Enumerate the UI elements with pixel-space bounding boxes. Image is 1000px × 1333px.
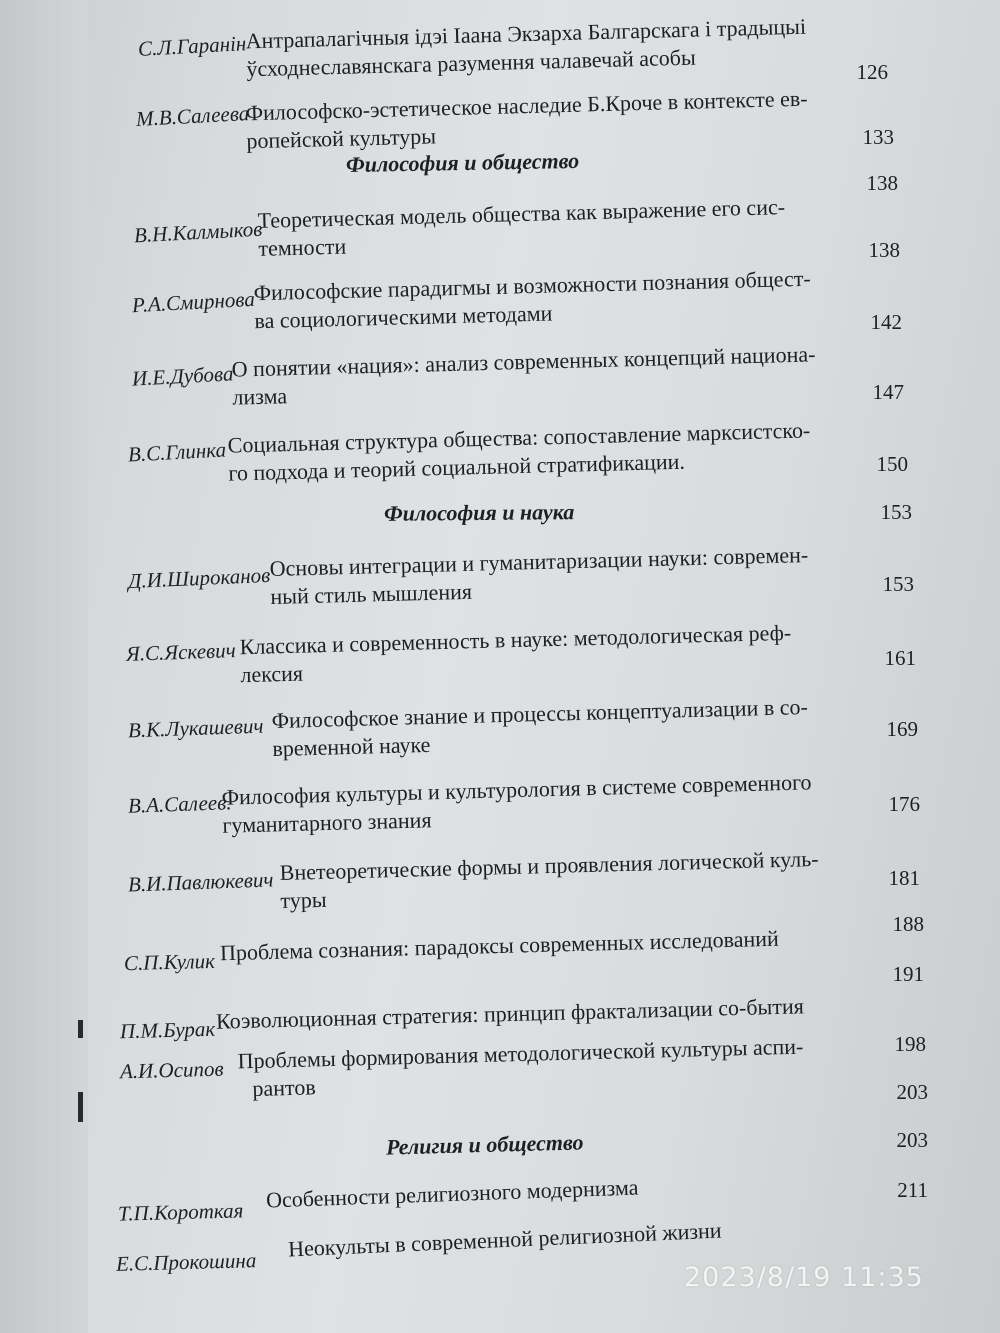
toc-title-line: Особенности религиозного модернизма — [265, 1174, 639, 1213]
toc-page-number: 181 — [888, 866, 920, 890]
toc-title-line: лизма — [232, 383, 288, 410]
toc-title-line: ва социологическими методами — [254, 300, 553, 334]
toc-page-number: 203 — [896, 1080, 928, 1104]
toc-page-number: 138 — [866, 171, 898, 195]
toc-page-number: 153 — [882, 572, 914, 596]
toc-page-number: 142 — [870, 310, 902, 334]
toc-title — [245, 85, 808, 156]
toc-title-line: Неокульты в современной религиозной жизни — [287, 1217, 723, 1262]
margin-mark — [78, 1092, 83, 1122]
toc-title — [253, 265, 811, 336]
toc-title — [245, 13, 807, 84]
toc-title-line: Философские парадигмы и возможности познания общест- — [253, 265, 812, 306]
toc-title-line: ропейской культуры — [246, 123, 437, 154]
toc-title — [220, 925, 779, 968]
toc-page-number: 161 — [884, 646, 916, 670]
toc-author: Р.А.Смирнова — [131, 286, 256, 318]
toc-page-number: 198 — [894, 1032, 926, 1056]
toc-section-heading: Философия и общество — [345, 147, 580, 178]
toc-page-number: 203 — [896, 1128, 928, 1152]
toc-title-line: рантов — [252, 1074, 317, 1102]
toc-author: Д.И.Широканов — [127, 562, 271, 594]
toc-title-line: Внетеоретические формы и проявления логической куль- — [279, 845, 819, 886]
toc-title-line: Коэволюционная стратегия: принцип фрактализации со-бытия — [215, 993, 805, 1034]
toc-title-line: ный стиль мышления — [270, 578, 473, 610]
toc-page-number: 191 — [892, 962, 924, 986]
margin-mark — [78, 1020, 83, 1038]
toc-author: Я.С.Яскевич — [125, 638, 237, 666]
toc-title-line: временной науке — [272, 731, 431, 762]
toc-title — [266, 1174, 639, 1215]
toc-title-line: Философское знание и процессы концептуализации в со- — [271, 693, 809, 734]
toc-title-line: Теоретическая модель общества как выражение его сис- — [257, 194, 786, 233]
toc-author: Е.С.Прокошина — [115, 1248, 257, 1276]
toc-section-heading: Религия и общество — [385, 1129, 584, 1160]
toc-author: С.Л.Гаранін — [137, 31, 247, 61]
toc-title — [231, 340, 816, 411]
toc-title — [239, 619, 792, 689]
toc-title — [216, 992, 804, 1035]
toc-author: И.Е.Дубова — [131, 361, 234, 391]
toc-author: П.М.Бурак — [119, 1016, 216, 1044]
toc-author: В.С.Глинка — [127, 437, 227, 467]
toc-title-line: го подхода и теорий социальной стратификации. — [228, 448, 686, 486]
toc-author: В.К.Лукашевич — [127, 713, 264, 743]
toc-page-number: 188 — [892, 912, 924, 936]
toc-author: В.И.Павлюкевич — [127, 867, 274, 897]
toc-author: А.И.Осипов — [119, 1056, 224, 1084]
toc-title-line: Проблемы формирования методологической культуры аспи- — [237, 1033, 804, 1074]
toc-author: С.П.Кулик — [123, 948, 216, 976]
toc-title — [288, 1217, 723, 1264]
toc-title — [221, 768, 812, 839]
toc-page-number: 126 — [856, 60, 888, 84]
toc-title — [269, 541, 809, 611]
toc-page-number: 169 — [886, 717, 918, 741]
toc-page-number: 150 — [876, 452, 908, 476]
toc-title-line: Проблема сознания: парадоксы современных исследований — [219, 925, 780, 966]
toc-page-number: 147 — [872, 380, 904, 404]
toc-title-line: лексия — [240, 660, 304, 688]
toc-title-line: Классика и современность в науке: методологическая реф- — [239, 619, 792, 660]
toc-title — [257, 193, 786, 263]
toc-title-line: Социальная структура общества: сопоставление марксистско- — [227, 417, 811, 458]
toc-title-line: гуманитарного знания — [222, 807, 432, 838]
photo-timestamp: 2023/8/19 11:35 — [684, 1262, 924, 1293]
toc-page-number: 176 — [888, 792, 920, 816]
toc-title-line: темности — [258, 233, 347, 261]
toc-title-line: Антрапалагічныя ідэі Іаана Экзарха Балгарскага і традыцыі — [245, 13, 807, 54]
toc-author: В.Н.Калмыков — [133, 216, 263, 248]
toc-title-line: Основы интеграции и гуманитаризации науки: современ- — [269, 541, 809, 582]
toc-title-line: О понятии «нация»: анализ современных концепций национа- — [231, 341, 816, 382]
toc-title-line: Философия культуры и культурология в системе современного — [221, 769, 812, 810]
toc-author: Т.П.Короткая — [117, 1198, 244, 1226]
toc-title-line: ўсходнеславянскага разумення чалавечай асобы — [246, 44, 696, 82]
toc-page-number: 138 — [868, 238, 900, 262]
toc-title-line: туры — [280, 886, 327, 914]
page-edge — [0, 0, 88, 1333]
toc-title — [279, 845, 819, 915]
toc-title — [271, 693, 809, 763]
toc-page-number: 211 — [897, 1178, 928, 1202]
toc-title — [237, 1033, 804, 1104]
toc-section-heading: Философия и наука — [383, 499, 575, 526]
toc-page-number: 133 — [862, 125, 894, 149]
toc-title-line: Философско-эстетическое наследие Б.Кроче в контексте ев- — [245, 85, 808, 126]
toc-page-number: 153 — [880, 500, 912, 524]
toc-title — [227, 416, 811, 487]
toc-author: М.В.Салеева — [135, 101, 250, 131]
toc-author: В.А.Салеев. — [127, 790, 232, 818]
